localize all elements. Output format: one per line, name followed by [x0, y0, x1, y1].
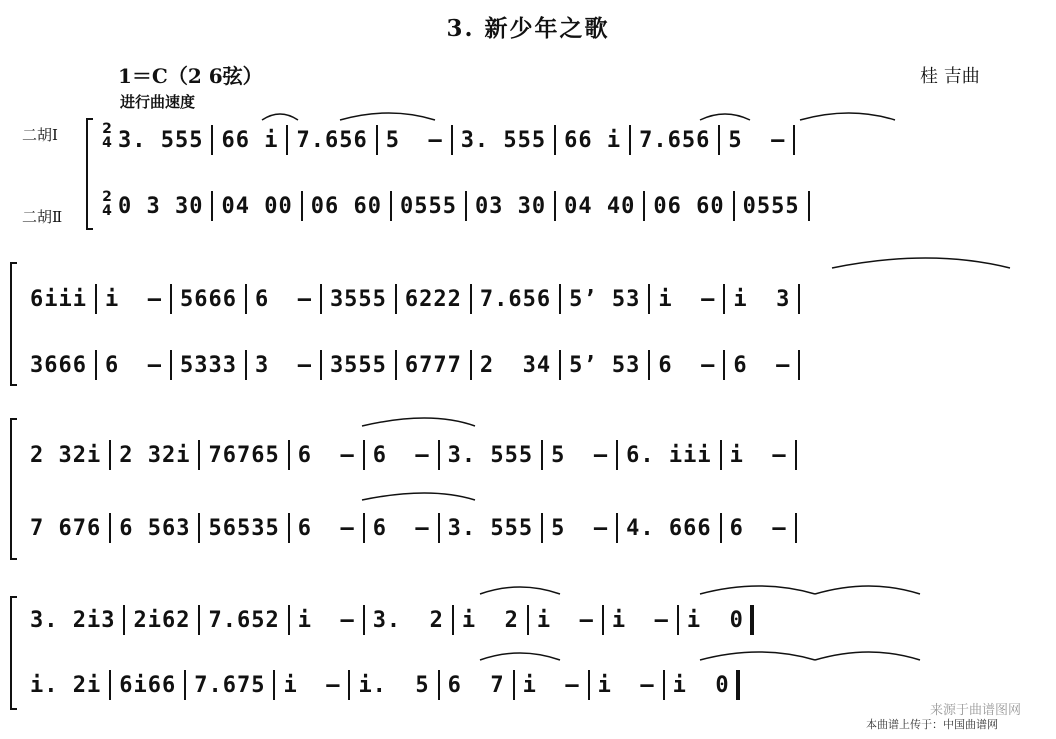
measure: 3555 [329, 286, 387, 312]
measure: 3555 [329, 352, 387, 378]
measure: 6 – [658, 352, 716, 378]
barline [376, 125, 378, 155]
measure: i – [611, 607, 669, 633]
barline [554, 125, 556, 155]
system-1-erhu1-staff [118, 124, 803, 156]
measure: 3. 2 [372, 607, 444, 633]
measure: 6777 [404, 352, 462, 378]
measure: 6iii [30, 286, 87, 312]
measure: 5333 [179, 352, 237, 378]
measure: i – [729, 442, 787, 468]
barline [198, 605, 200, 635]
composer: 桂 吉曲 [920, 66, 980, 87]
system-bracket [10, 418, 17, 560]
key-signature: 1＝C（2 6弦） [118, 64, 263, 88]
barline [795, 513, 797, 543]
repeat-barline [363, 605, 365, 635]
barline [795, 440, 797, 470]
measure: 6 – [297, 515, 355, 541]
tempo-marking: 进行曲速度 [120, 93, 196, 111]
final-barline [736, 670, 740, 700]
measure: i – [536, 607, 594, 633]
measure: 56535 [208, 515, 280, 541]
measure: 7.656 [639, 127, 711, 153]
barline [273, 670, 275, 700]
barline [588, 670, 590, 700]
barline [677, 605, 679, 635]
system-3-erhu2-staff [30, 512, 805, 544]
measure: 7 676 [30, 515, 102, 541]
barline [798, 284, 800, 314]
measure: i 3 [733, 286, 791, 312]
measure: 76765 [208, 442, 280, 468]
barline [451, 125, 453, 155]
measure: 3. 555 [460, 127, 547, 153]
barline [629, 125, 631, 155]
measure: 6 – [729, 515, 787, 541]
measure: 2i62 [133, 607, 191, 633]
barline [541, 513, 543, 543]
measure: 4. 666 [626, 515, 712, 541]
barline [554, 191, 556, 221]
measure: i – [658, 286, 716, 312]
system-3-erhu1-staff [30, 439, 805, 471]
barline [559, 284, 561, 314]
barline [363, 513, 365, 543]
measure: i – [283, 672, 341, 698]
barline [720, 513, 722, 543]
time-signature-upper [101, 122, 113, 150]
measure: 6222 [404, 286, 462, 312]
barline [559, 350, 561, 380]
measure: 2 34 [479, 352, 552, 378]
measure: 6. iii [626, 442, 712, 468]
barline [320, 350, 322, 380]
measure: 7.656 [479, 286, 552, 312]
measure: 5’ 53 [569, 352, 641, 378]
barline [648, 284, 650, 314]
barline [438, 513, 440, 543]
measure: 7.675 [194, 672, 266, 698]
barline [109, 513, 111, 543]
measure: 5666 [179, 286, 237, 312]
barline [465, 191, 467, 221]
measure: 5 – [385, 127, 443, 153]
measure: 6 – [372, 442, 430, 468]
measure: 5 – [551, 442, 609, 468]
barline [170, 350, 172, 380]
system-bracket [10, 262, 17, 386]
instrument-label-erhu2: 二胡Ⅱ [22, 208, 63, 226]
measure: 6 7 [447, 672, 505, 698]
watermark: 来源于曲谱图网 [930, 703, 1022, 718]
measure: 7.652 [208, 607, 280, 633]
measure: i 0 [686, 607, 744, 633]
measure: 3. 555 [118, 127, 204, 153]
instrument-label-erhu1: 二胡Ⅰ [22, 126, 58, 144]
measure: i 2 [461, 607, 519, 633]
barline [602, 605, 604, 635]
system-4-erhu1-staff [30, 604, 762, 636]
barline [808, 191, 810, 221]
barline [438, 670, 440, 700]
measure: 3 – [254, 352, 312, 378]
repeat-barline [348, 670, 350, 700]
barline [390, 191, 392, 221]
barline [643, 191, 645, 221]
measure: i – [104, 286, 162, 312]
barline [541, 440, 543, 470]
barline [793, 125, 795, 155]
measure: i – [522, 672, 580, 698]
barline [363, 440, 365, 470]
system-2-erhu1-staff [30, 283, 808, 315]
final-barline [750, 605, 754, 635]
barline [123, 605, 125, 635]
barline [720, 440, 722, 470]
system-2-erhu2-staff [30, 349, 808, 381]
time-signature-bottom: 4 [102, 135, 112, 151]
measure: 6 – [372, 515, 430, 541]
barline [395, 350, 397, 380]
measure: i – [297, 607, 355, 633]
system-1-erhu2-staff [118, 190, 818, 222]
barline [245, 350, 247, 380]
barline [95, 284, 97, 314]
measure: 2 32i [30, 442, 102, 468]
footer-source: 本曲谱上传于：中国曲谱网 [866, 718, 998, 731]
time-signature-top: 2 [102, 121, 112, 137]
measure: 6 – [104, 352, 162, 378]
measure: 04 40 [564, 193, 636, 219]
barline [513, 670, 515, 700]
measure: 0 3 30 [118, 193, 204, 219]
measure: 0555 [399, 193, 457, 219]
measure: 6i66 [119, 672, 177, 698]
system-bracket [10, 596, 17, 710]
measure: i. 2i [30, 672, 102, 698]
barline [301, 191, 303, 221]
barline [170, 284, 172, 314]
measure: 3. 2i3 [30, 607, 116, 633]
barline [798, 350, 800, 380]
piece-title: 3. 新少年之歌 [446, 15, 610, 42]
time-signature-lower [101, 190, 113, 218]
system-bracket [86, 118, 93, 230]
measure: 66 i [564, 127, 622, 153]
measure: 5 – [551, 515, 609, 541]
measure: 66 i [221, 127, 279, 153]
measure: 7.656 [296, 127, 368, 153]
measure: 3666 [30, 352, 87, 378]
barline [184, 670, 186, 700]
barline [470, 284, 472, 314]
barline [245, 284, 247, 314]
barline [198, 440, 200, 470]
barline [527, 605, 529, 635]
measure: 6 563 [119, 515, 191, 541]
measure: 6 – [733, 352, 791, 378]
measure: 6 – [297, 442, 355, 468]
measure: 0555 [742, 193, 800, 219]
barline [616, 513, 618, 543]
barline [211, 125, 213, 155]
barline [733, 191, 735, 221]
barline [198, 513, 200, 543]
measure: 04 00 [221, 193, 293, 219]
barline [95, 350, 97, 380]
barline [320, 284, 322, 314]
measure: i. 5 [358, 672, 430, 698]
barline [648, 350, 650, 380]
barline [616, 440, 618, 470]
measure: 5 – [728, 127, 786, 153]
measure: 5’ 53 [569, 286, 641, 312]
barline [452, 605, 454, 635]
measure: 3. 555 [447, 515, 534, 541]
time-signature-top: 2 [102, 189, 112, 205]
measure: i – [597, 672, 655, 698]
barline [288, 513, 290, 543]
measure: i 0 [672, 672, 730, 698]
barline [109, 670, 111, 700]
barline [663, 670, 665, 700]
barline [211, 191, 213, 221]
barline [438, 440, 440, 470]
measure: 2 32i [119, 442, 191, 468]
barline [288, 440, 290, 470]
barline [470, 350, 472, 380]
system-4-erhu2-staff [30, 669, 748, 701]
barline [395, 284, 397, 314]
measure: 3. 555 [447, 442, 534, 468]
barline [286, 125, 288, 155]
barline [288, 605, 290, 635]
barline [718, 125, 720, 155]
measure: 6 – [254, 286, 312, 312]
measure: 06 60 [653, 193, 725, 219]
measure: 03 30 [474, 193, 547, 219]
barline [723, 350, 725, 380]
time-signature-bottom: 4 [102, 203, 112, 219]
measure: 06 60 [310, 193, 382, 219]
barline [723, 284, 725, 314]
barline [109, 440, 111, 470]
